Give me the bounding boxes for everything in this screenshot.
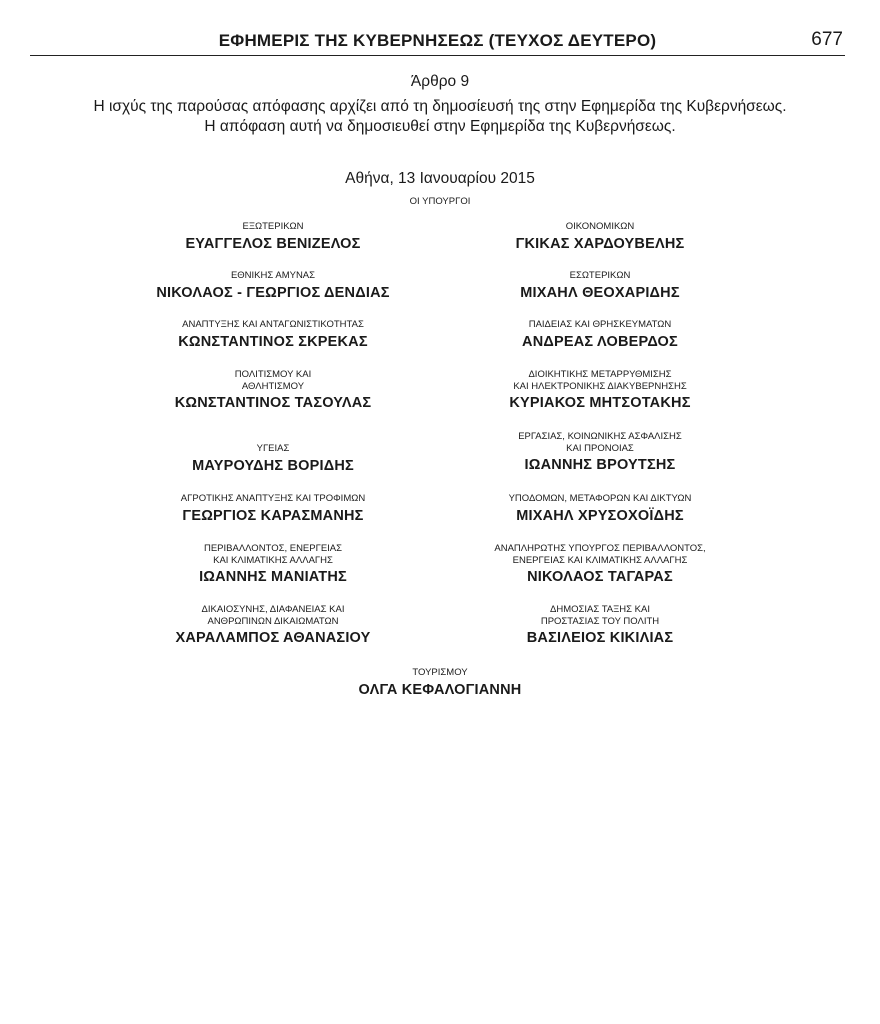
minister-name: ΑΝΔΡΕΑΣ ΛΟΒΕΡΔΟΣ — [522, 333, 678, 350]
minister-name: ΙΩΑΝΝΗΣ ΒΡΟΥΤΣΗΣ — [524, 457, 676, 473]
minister-name: ΝΙΚΟΛΑΟΣ ΤΑΓΑΡΑΣ — [527, 569, 673, 585]
minister-name: ΜΑΥΡΟΥΔΗΣ ΒΟΡΙΔΗΣ — [192, 457, 354, 474]
minister-name: ΜΙΧΑΗΛ ΘΕΟΧΑΡΙΔΗΣ — [520, 284, 680, 301]
minister-role-line-2: ΚΑΙ ΗΛΕΚΤΡΟΝΙΚΗΣ ΔΙΑΚΥΒΕΡΝΗΣΗΣ — [513, 380, 687, 392]
minister-role-line-2: ΑΝΘΡΩΠΙΝΩΝ ΔΙΚΑΙΩΜΑΤΩΝ — [207, 615, 339, 627]
minister-name: ΓΚΙΚΑΣ ΧΑΡΔΟΥΒΕΛΗΣ — [515, 235, 685, 252]
minister-block — [435, 369, 765, 413]
minister-block — [108, 369, 438, 413]
minister-role: ΠΑΙΔΕΙΑΣ ΚΑΙ ΘΡΗΣΚΕΥΜΑΤΩΝ — [528, 319, 672, 330]
ministers-heading: ΟΙ ΥΠΟΥΡΓΟΙ — [409, 196, 471, 207]
minister-block — [275, 667, 605, 700]
minister-block — [435, 543, 765, 587]
minister-name: ΚΩΝΣΤΑΝΤΙΝΟΣ ΣΚΡΕΚΑΣ — [178, 333, 368, 350]
minister-role: ΑΝΑΠΛΗΡΩΤΗΣ ΥΠΟΥΡΓΟΣ ΠΕΡΙΒΑΛΛΟΝΤΟΣ, — [494, 543, 706, 554]
article-paragraph-1: Η ισχύς της παρούσας απόφασης αρχίζει από τη δημοσίευσή της στην Εφημερίδα της Κυβερνήσεως. — [93, 98, 787, 115]
minister-name: ΧΑΡΑΛΑΜΠΟΣ ΑΘΑΝΑΣΙΟΥ — [175, 630, 371, 646]
minister-name: ΜΙΧΑΗΛ ΧΡΥΣΟΧΟΪΔΗΣ — [516, 507, 684, 524]
minister-name: ΕΥΑΓΓΕΛΟΣ ΒΕΝΙΖΕΛΟΣ — [185, 235, 361, 252]
article-paragraph-2: Η απόφαση αυτή να δημοσιευθεί στην Εφημερίδα της Κυβερνήσεως. — [204, 118, 676, 135]
gazette-title: ΕΦΗΜΕΡΙΣ ΤΗΣ ΚΥΒΕΡΝΗΣΕΩΣ (ΤΕΥΧΟΣ ΔΕΥΤΕΡΟ) — [218, 31, 657, 50]
minister-role: ΑΓΡΟΤΙΚΗΣ ΑΝΑΠΤΥΞΗΣ ΚΑΙ ΤΡΟΦΙΜΩΝ — [180, 493, 366, 504]
minister-block — [435, 270, 765, 303]
minister-role: ΕΞΩΤΕΡΙΚΩΝ — [242, 221, 304, 232]
minister-block — [435, 319, 765, 352]
minister-block — [108, 443, 438, 476]
minister-name: ΓΕΩΡΓΙΟΣ ΚΑΡΑΣΜΑΝΗΣ — [182, 507, 364, 524]
minister-block — [108, 221, 438, 254]
minister-role: ΕΘΝΙΚΗΣ ΑΜΥΝΑΣ — [230, 270, 316, 281]
minister-name: ΝΙΚΟΛΑΟΣ - ΓΕΩΡΓΙΟΣ ΔΕΝΔΙΑΣ — [156, 284, 390, 301]
minister-block — [435, 493, 765, 526]
minister-block — [435, 604, 765, 648]
minister-name: ΙΩΑΝΝΗΣ ΜΑΝΙΑΤΗΣ — [199, 569, 347, 585]
minister-role: ΥΓΕΙΑΣ — [256, 443, 290, 454]
page-header — [30, 28, 845, 56]
page-number: 677 — [811, 29, 843, 50]
minister-role: ΟΙΚΟΝΟΜΙΚΩΝ — [565, 221, 635, 232]
minister-role: ΔΙΚΑΙΟΣΥΝΗΣ, ΔΙΑΦΑΝΕΙΑΣ ΚΑΙ — [201, 604, 345, 615]
minister-role: ΕΡΓΑΣΙΑΣ, ΚΟΙΝΩΝΙΚΗΣ ΑΣΦΑΛΙΣΗΣ — [518, 431, 682, 442]
signature-date: Αθήνα, 13 Ιανουαρίου 2015 — [345, 170, 535, 187]
minister-role: ΔΙΟΙΚΗΤΙΚΗΣ ΜΕΤΑΡΡΥΘΜΙΣΗΣ — [528, 369, 672, 380]
minister-role: ΠΟΛΙΤΙΣΜΟΥ ΚΑΙ — [234, 369, 312, 380]
minister-role: ΔΗΜΟΣΙΑΣ ΤΑΞΗΣ ΚΑΙ — [550, 604, 650, 615]
minister-role-line-2: ΕΝΕΡΓΕΙΑΣ ΚΑΙ ΚΛΙΜΑΤΙΚΗΣ ΑΛΛΑΓΗΣ — [512, 554, 688, 566]
minister-name: ΚΩΝΣΤΑΝΤΙΝΟΣ ΤΑΣΟΥΛΑΣ — [174, 395, 372, 411]
minister-block — [108, 493, 438, 526]
minister-name: ΟΛΓΑ ΚΕΦΑΛΟΓΙΑΝΝΗ — [358, 681, 522, 698]
minister-block — [108, 319, 438, 352]
minister-role-line-2: ΚΑΙ ΠΡΟΝΟΙΑΣ — [566, 442, 634, 454]
minister-role-line-2: ΑΘΛΗΤΙΣΜΟΥ — [241, 380, 305, 392]
minister-role: ΠΕΡΙΒΑΛΛΟΝΤΟΣ, ΕΝΕΡΓΕΙΑΣ — [203, 543, 343, 554]
minister-name: ΚΥΡΙΑΚΟΣ ΜΗΤΣΟΤΑΚΗΣ — [509, 395, 691, 411]
minister-role: ΤΟΥΡΙΣΜΟΥ — [412, 667, 468, 678]
minister-role: ΥΠΟΔΟΜΩΝ, ΜΕΤΑΦΟΡΩΝ ΚΑΙ ΔΙΚΤΥΩΝ — [508, 493, 692, 504]
minister-block — [108, 604, 438, 648]
minister-block — [435, 431, 765, 475]
minister-role: ΕΣΩΤΕΡΙΚΩΝ — [569, 270, 631, 281]
minister-role-line-2: ΠΡΟΣΤΑΣΙΑΣ ΤΟΥ ΠΟΛΙΤΗ — [540, 615, 660, 627]
minister-block — [435, 221, 765, 254]
minister-block — [108, 543, 438, 587]
article-title: Άρθρο 9 — [410, 73, 470, 90]
minister-name: ΒΑΣΙΛΕΙΟΣ ΚΙΚΙΛΙΑΣ — [526, 630, 674, 646]
minister-block — [108, 270, 438, 303]
minister-role-line-2: ΚΑΙ ΚΛΙΜΑΤΙΚΗΣ ΑΛΛΑΓΗΣ — [213, 554, 333, 566]
minister-role: ΑΝΑΠΤΥΞΗΣ ΚΑΙ ΑΝΤΑΓΩΝΙΣΤΙΚΟΤΗΤΑΣ — [182, 319, 364, 330]
